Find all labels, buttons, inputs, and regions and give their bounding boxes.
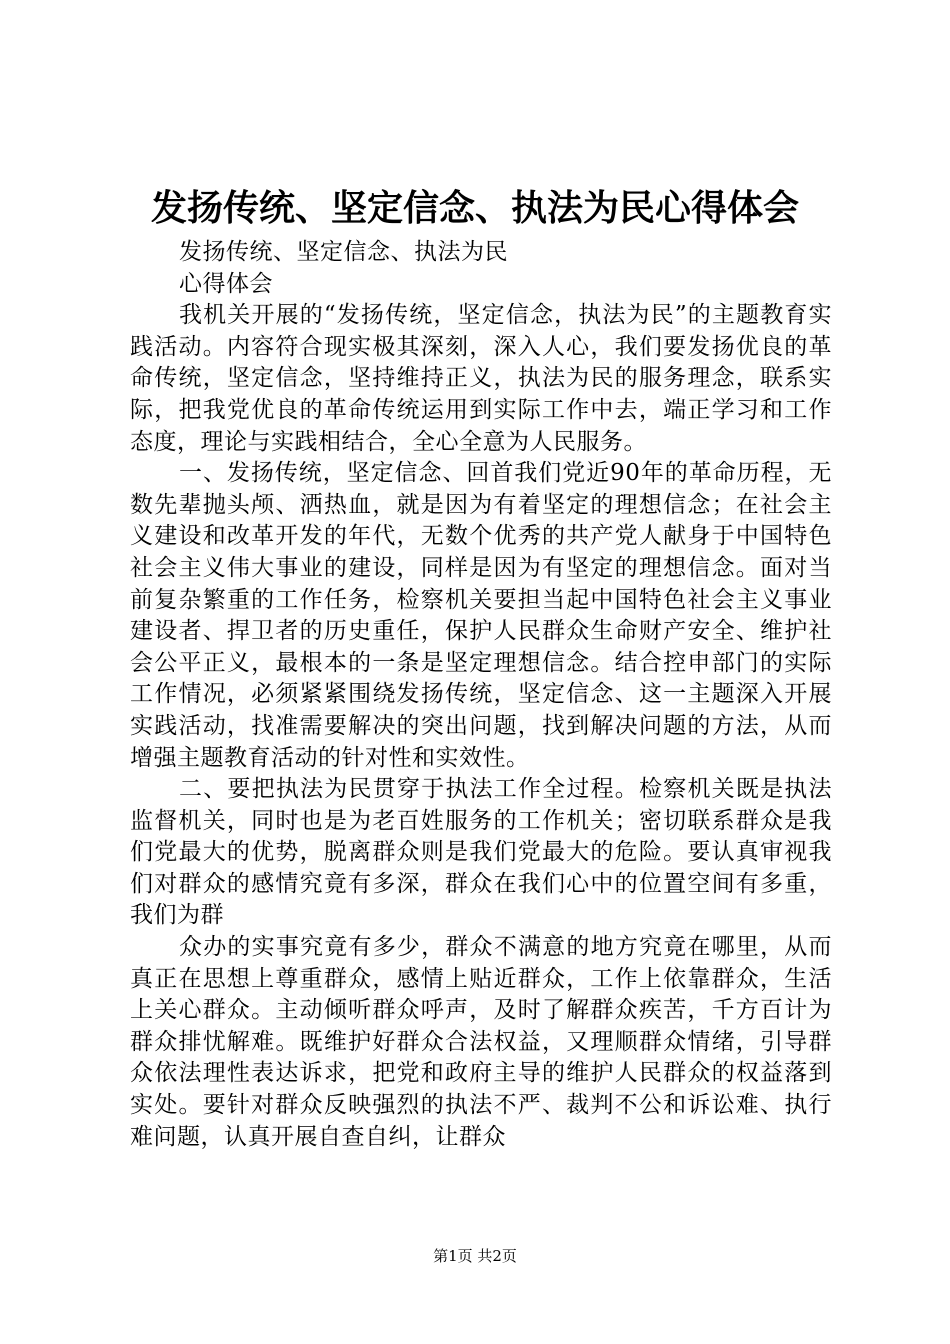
page-footer: 第1页 共2页 xyxy=(433,1247,517,1265)
paragraph-section-2: 二、要把执法为民贯穿于执法工作全过程。检察机关既是执法监督机关，同时也是为老百姓服务的工作机关；密切联系群众是我们党最大的优势，脱离群众则是我们党最大的危险。要认真审视我们对群众的感情究竟有多深，群众在我们心中的位置空间有多重，我们为群 xyxy=(130,776,832,929)
subtitle-line-1: 发扬传统、坚定信念、执法为民 xyxy=(179,239,508,265)
paragraph-intro: 我机关开展的“发扬传统，坚定信念，执法为民”的主题教育实践活动。内容符合现实极其深刻，深入人心，我们要发扬优良的革命传统，坚定信念，坚持维持正义，执法为民的服务理念，联系实际，把我党优良的革命传统运用到实际工作中去，端正学习和工作态度，理论与实践相结合，全心全意为人民服务。 xyxy=(130,302,832,455)
subtitle-line-2: 心得体会 xyxy=(179,270,273,297)
document-title: 发扬传统、坚定信念、执法为民心得体会 xyxy=(150,188,799,229)
paragraph-section-2-continued: 众办的实事究竟有多少，群众不满意的地方究竟在哪里，从而真正在思想上尊重群众，感情上贴近群众，工作上依靠群众，生活上关心群众。主动倾听群众呼声，及时了解群众疾苦，千方百计为群众排忧解难。既维护好群众合法权益，又理顺群众情绪，引导群众依法理性表达诉求，把党和政府主导的维护人民群众的权益落到实处。要针对群众反映强烈的执法不严、裁判不公和诉讼难、执行难问题，认真开展自查自纠，让群众 xyxy=(130,934,832,1150)
document-body xyxy=(130,237,832,1153)
paragraph-section-1: 一、发扬传统，坚定信念、回首我们党近90年的革命历程，无数先辈抛头颅、洒热血，就是因为有着坚定的理想信念；在社会主义建设和改革开发的年代，无数个优秀的共产党人献身于中国特色社会主义伟大事业的建设，同样是因为有坚定的理想信念。面对当前复杂繁重的工作任务，检察机关要担当起中国特色社会主义事业建设者、捍卫者的历史重任，保护人民群众生命财产安全、维护社会公平正义，最根本的一条是坚定理想信念。结合控申部门的实际工作情况，必须紧紧围绕发扬传统，坚定信念、这一主题深入开展实践活动，找准需要解决的突出问题，找到解决问题的方法，从而增强主题教育活动的针对性和实效性。 xyxy=(130,460,832,771)
